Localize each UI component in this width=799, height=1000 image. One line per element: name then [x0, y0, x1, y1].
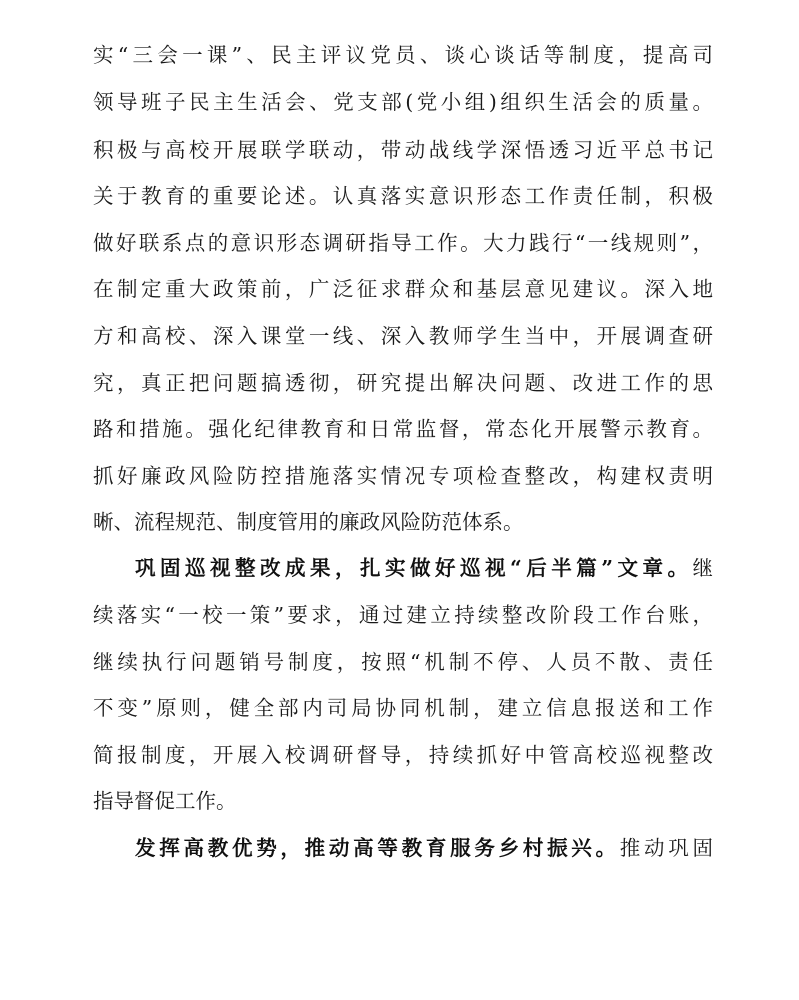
section-heading: 巩固巡视整改成果，扎实做好巡视“后半篇”文章。 — [135, 556, 693, 580]
body-text-line: 方和高校、深入课堂一线、深入教师学生当中，开展调查研 — [93, 324, 713, 348]
body-text-line: 究，真正把问题搞透彻，研究提出解决问题、改进工作的思 — [93, 371, 713, 395]
body-text-line: 关于教育的重要论述。认真落实意识形态工作责任制，积极 — [93, 184, 713, 208]
body-text-line: 晰、流程规范、制度管用的廉政风险防范体系。 — [93, 510, 524, 534]
body-text-line: 抓好廉政风险防控措施落实情况专项检查整改，构建权责明 — [93, 464, 713, 488]
section-heading: 发挥高教优势，推动高等教育服务乡村振兴。 — [135, 836, 620, 860]
body-text-line: 在制定重大政策前，广泛征求群众和基层意见建议。深入地 — [93, 277, 713, 301]
body-text-line: 简报制度，开展入校调研督导，持续抓好中管高校巡视整改 — [93, 743, 713, 767]
body-text-line: 指导督促工作。 — [93, 789, 237, 813]
body-text-line: 续落实“一校一策”要求，通过建立持续整改阶段工作台账， — [93, 603, 713, 627]
body-text-line: 积极与高校开展联学联动，带动战线学深悟透习近平总书记 — [93, 138, 713, 162]
body-text-segment: 继 — [692, 556, 713, 580]
body-text-line: 继续执行问题销号制度，按照“机制不停、人员不散、责任 — [93, 650, 713, 674]
body-text-line: 不变”原则，健全部内司局协同机制，建立信息报送和工作 — [93, 696, 713, 720]
section-heading-line — [135, 831, 713, 865]
body-text-line: 领导班子民主生活会、党支部(党小组)组织生活会的质量。 — [93, 90, 713, 114]
body-text-line: 实“三会一课”、民主评议党员、谈心谈话等制度，提高司 — [93, 43, 713, 67]
body-text-line: 做好联系点的意识形态调研指导工作。大力践行“一线规则”， — [93, 231, 713, 255]
body-text-line: 路和措施。强化纪律教育和日常监督，常态化开展警示教育。 — [93, 417, 713, 441]
section-heading-line — [135, 551, 713, 585]
body-text-segment: 推动巩固 — [619, 836, 713, 860]
